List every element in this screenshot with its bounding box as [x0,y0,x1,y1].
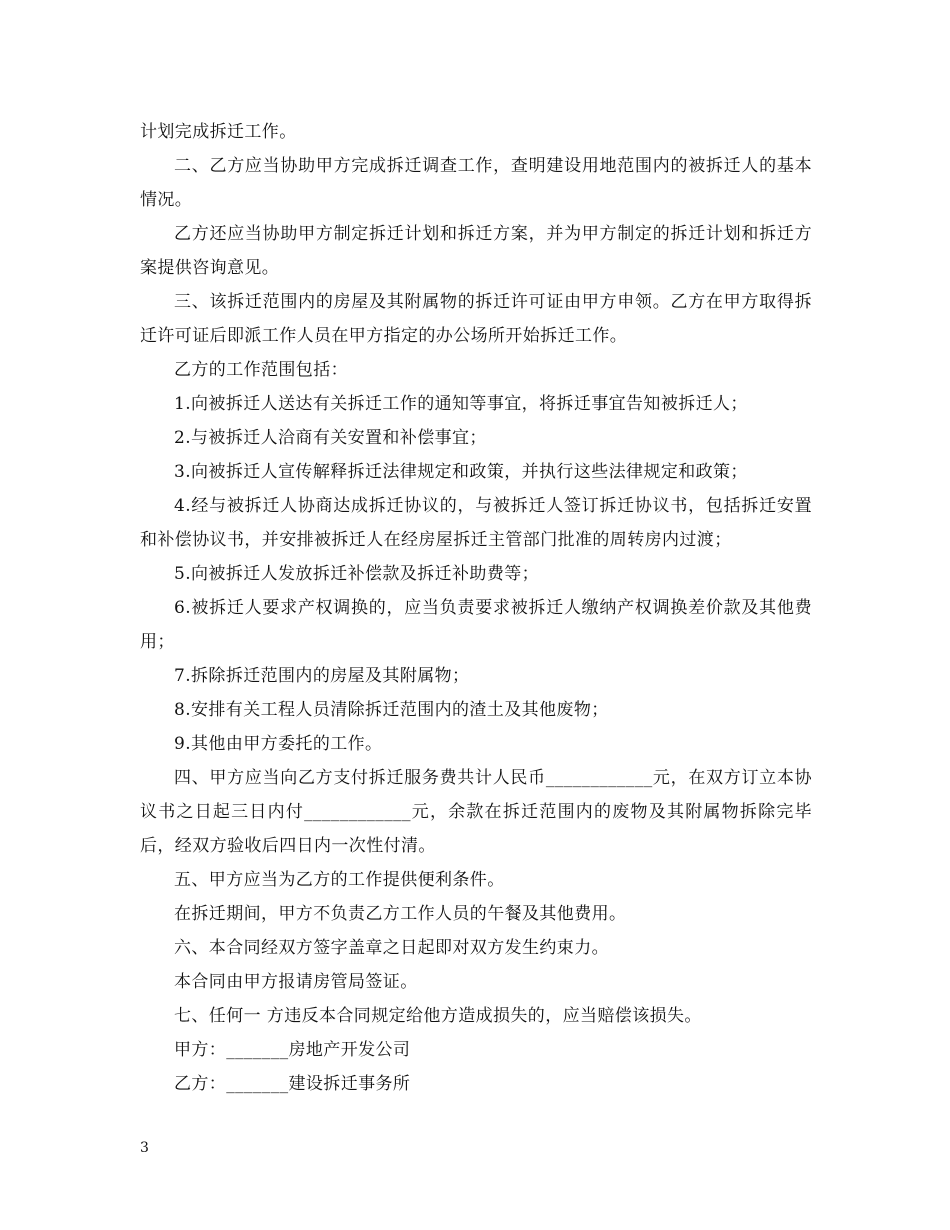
paragraph: 乙方的工作范围包括： [174,360,348,380]
list-item: 1.向被拆迁人送达有关拆迁工作的通知等事宜，将拆迁事宜告知被拆迁人； [174,394,748,414]
paragraph: 计划完成拆迁工作。 [140,122,297,142]
paragraph: 在拆迁期间，甲方不负责乙方工作人员的午餐及其他费用。 [174,904,627,924]
list-item: 5.向被拆迁人发放拆迁补偿款及拆迁补助费等； [174,564,540,584]
paragraph: 四、甲方应当向乙方支付拆迁服务费共计人民币____________元，在双方订立本协议书之日起三日内付____________元，余款在拆迁范围内的废物及其附属物拆除完毕后，经双方验收后四日内一次性付清。 [140,768,812,856]
signature-line-party-a: 甲方：_______房地产开发公司 [174,1040,411,1060]
paragraph: 三、该拆迁范围内的房屋及其附属物的拆迁许可证由甲方申领。乙方在甲方取得拆迁许可证后即派工作人员在甲方指定的办公场所开始拆迁工作。 [140,292,812,346]
paragraph: 二、乙方应当协助甲方完成拆迁调查工作，查明建设用地范围内的被拆迁人的基本情况。 [140,156,812,210]
paragraph: 本合同由甲方报请房管局签证。 [174,972,418,992]
paragraph: 六、本合同经双方签字盖章之日起即对双方发生约束力。 [174,938,609,958]
list-item: 8.安排有关工程人员清除拆迁范围内的渣土及其他废物； [174,700,609,720]
list-item: 9.其他由甲方委托的工作。 [174,734,383,754]
list-item: 4.经与被拆迁人协商达成拆迁协议的，与被拆迁人签订拆迁协议书，包括拆迁安置和补偿协议书，并安排被拆迁人在经房屋拆迁主管部门批准的周转房内过渡； [140,496,812,550]
paragraph: 七、任何一 方违反本合同规定给他方造成损失的，应当赔偿该损失。 [174,1006,702,1026]
page-number: 3 [140,1140,149,1156]
document-body [140,115,812,1101]
list-item: 2.与被拆迁人洽商有关安置和补偿事宜； [174,428,487,448]
list-item: 3.向被拆迁人宣传解释拆迁法律规定和政策，并执行这些法律规定和政策； [174,462,748,482]
paragraph: 乙方还应当协助甲方制定拆迁计划和拆迁方案，并为甲方制定的拆迁计划和拆迁方案提供咨询意见。 [140,224,812,278]
paragraph: 五、甲方应当为乙方的工作提供便利条件。 [174,870,505,890]
list-item: 7.拆除拆迁范围内的房屋及其附属物； [174,666,470,686]
list-item: 6.被拆迁人要求产权调换的，应当负责要求被拆迁人缴纳产权调换差价款及其他费用； [140,598,812,652]
signature-line-party-b: 乙方：_______建设拆迁事务所 [174,1074,411,1094]
